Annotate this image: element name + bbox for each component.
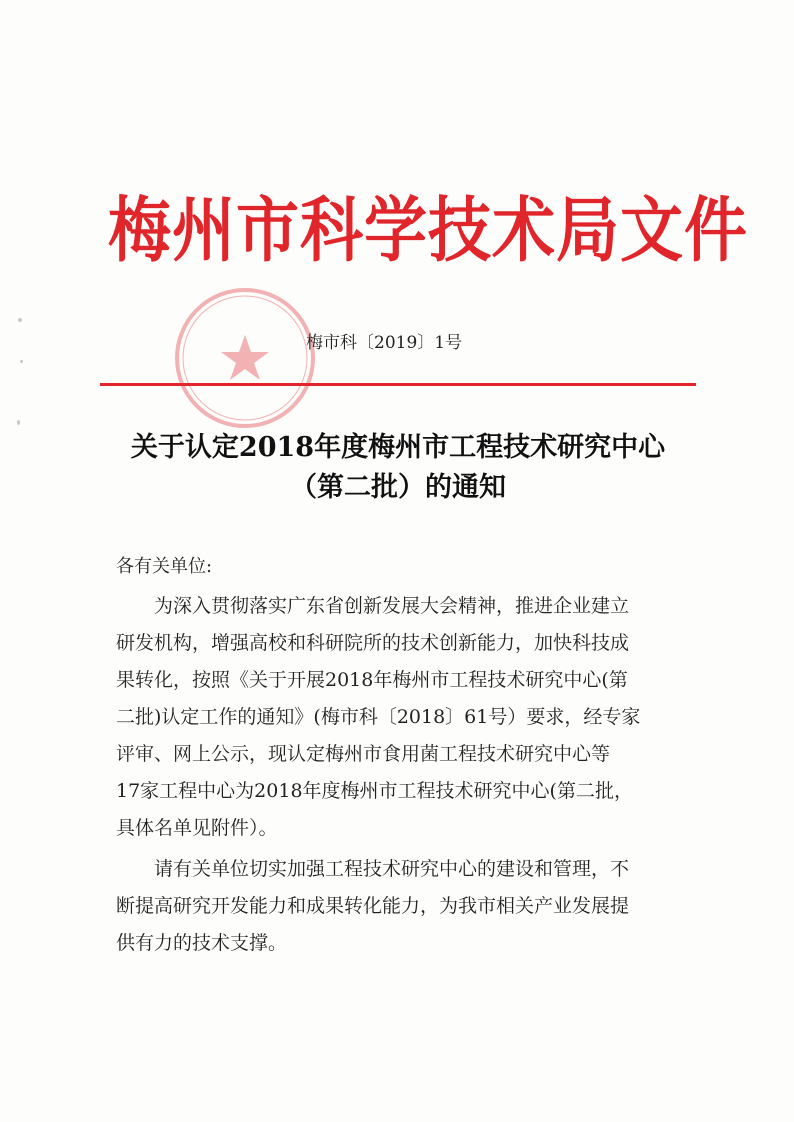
paragraph-line: 果转化，按照《关于开展2018年梅州市工程技术研究中心(第 bbox=[116, 669, 628, 691]
scan-speck bbox=[17, 420, 20, 425]
scan-speck bbox=[18, 318, 22, 322]
paragraph-line: 研发机构，增强高校和科研院所的技术创新能力，加快科技成 bbox=[116, 632, 630, 654]
paragraph-line: 断提高研究开发能力和成果转化能力，为我市相关产业发展提 bbox=[116, 895, 630, 917]
scan-speck bbox=[20, 360, 23, 363]
paragraph-line: 二批)认定工作的通知》(梅市科〔2018〕61号）要求，经专家 bbox=[116, 706, 641, 728]
reverse-side-bleed-text bbox=[330, 137, 750, 148]
official-seal-icon bbox=[170, 283, 320, 433]
notice-title bbox=[100, 428, 696, 508]
notice-title-line-2: （第二批）的通知 bbox=[290, 472, 506, 503]
paragraph-line: 评审、网上公示，现认定梅州市食用菌工程技术研究中心等 bbox=[116, 743, 611, 765]
paragraph-line: 请有关单位切实加强工程技术研究中心的建设和管理，不 bbox=[154, 858, 630, 880]
notice-title-line-1: 关于认定2018年度梅州市工程技术研究中心 bbox=[130, 432, 666, 463]
document-number: 梅市科〔2019〕1号 bbox=[306, 333, 463, 353]
paragraph-line: 17家工程中心为2018年度梅州市工程技术研究中心(第二批， bbox=[116, 780, 633, 802]
salutation: 各有关单位: bbox=[116, 556, 213, 577]
paragraph-line: 为深入贯彻落实广东省创新发展大会精神，推进企业建立 bbox=[154, 595, 630, 617]
body-paragraph-1 bbox=[116, 588, 690, 847]
paragraph-line: 供有力的技术支撑。 bbox=[116, 932, 288, 954]
red-divider-line bbox=[100, 383, 696, 386]
body-paragraph-2 bbox=[116, 851, 690, 962]
document-masthead: 梅州市科学技术局文件 bbox=[108, 189, 748, 272]
paragraph-line: 具体名单见附件）。 bbox=[116, 817, 278, 839]
